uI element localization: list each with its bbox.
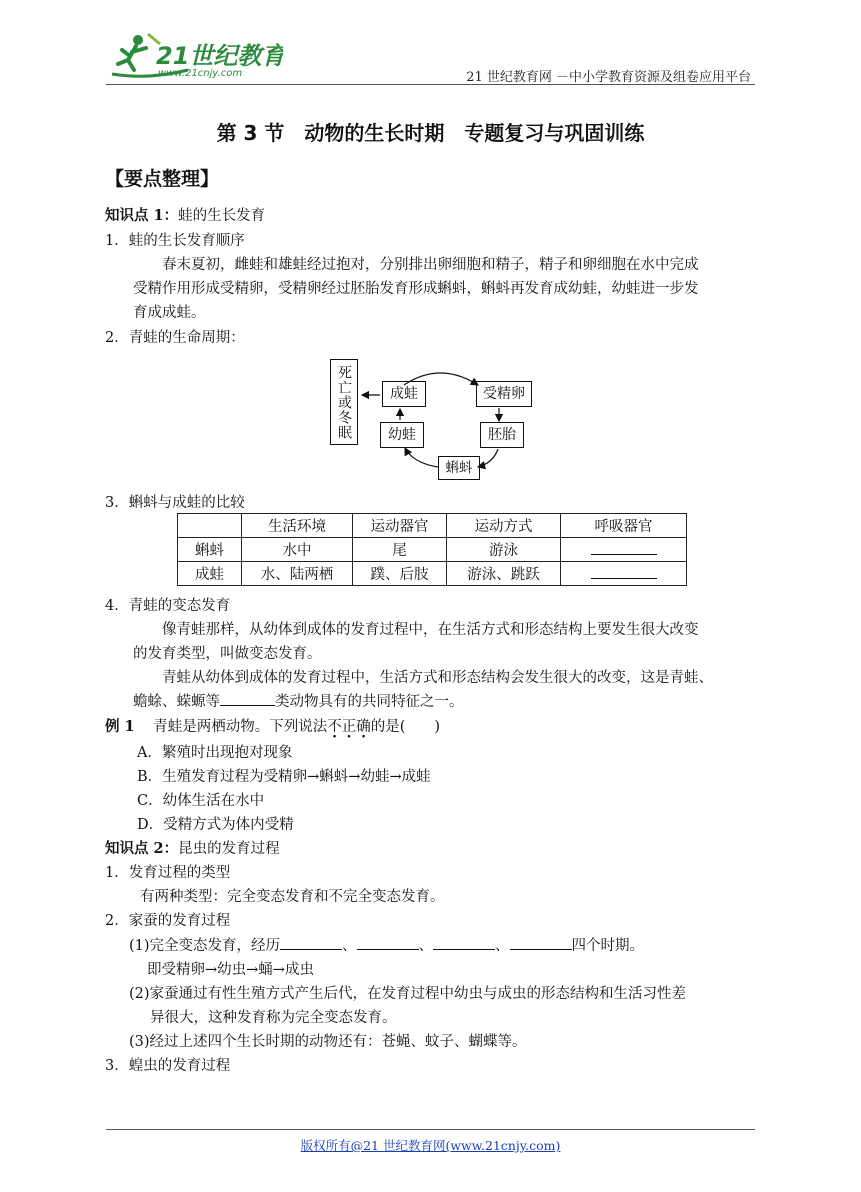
table-cell: 尾 — [353, 538, 447, 562]
table-cell: 水、陆两栖 — [242, 562, 353, 586]
kp2-s1 — [129, 934, 644, 955]
table-cell: 游泳 — [447, 538, 561, 562]
logo-url: www.21cnjy.com — [158, 68, 243, 79]
table-cell: 蝌蚪 — [178, 538, 242, 562]
node-death-or-hibernation: 死亡或冬眠 — [330, 359, 358, 445]
comparison-table — [177, 513, 687, 586]
kp1-text: 蛙的生长发育 — [178, 208, 266, 224]
frog-life-cycle-diagram — [328, 351, 540, 481]
footer-divider — [106, 1129, 755, 1130]
option-d: D．受精方式为体内受精 — [137, 817, 294, 833]
emphasis-char: 不 — [327, 719, 342, 735]
separator: 、 — [342, 938, 357, 954]
example-1-text-b: 的是( ) — [370, 719, 441, 735]
footer-copyright-link[interactable]: 版权所有@21 世纪教育网(www.21cnjy.com) — [300, 1138, 561, 1153]
table-header-cell: 运动器官 — [353, 514, 447, 538]
table-cell-blank — [561, 562, 687, 586]
table-cell-blank — [561, 538, 687, 562]
table-header-cell: 呼吸器官 — [561, 514, 687, 538]
kp2-text: 昆虫的发育过程 — [178, 841, 280, 857]
table-cell: 蹼、后肢 — [353, 562, 447, 586]
section-heading: 【要点整理】 — [105, 168, 220, 190]
table-header-row — [178, 514, 687, 538]
table-row — [178, 562, 687, 586]
item4-p1-line1: 像青蛙那样，从幼体到成体的发育过程中，在生活方式和形态结构上要发生很大改变 — [162, 622, 699, 638]
kp1-label: 知识点 1： — [105, 207, 179, 224]
table-cell: 游泳、跳跃 — [447, 562, 561, 586]
item1-line3: 育成成蛙。 — [133, 305, 206, 321]
option-b: B．生殖发育过程为受精卵→蝌蚪→幼蛙→成蛙 — [137, 769, 431, 785]
item4-p2-line1: 青蛙从幼体到成体的发育过程中，生活方式和形态结构会发生很大的改变，这是青蛙、 — [162, 670, 713, 686]
table-header-cell — [178, 514, 242, 538]
kp2-t1: 有两种类型：完全变态发育和不完全变态发育。 — [140, 889, 445, 905]
node-fertilized-egg: 受精卵 — [476, 381, 532, 407]
option-c: C．幼体生活在水中 — [137, 793, 265, 809]
answer-blank — [357, 935, 419, 950]
table-cell: 水中 — [242, 538, 353, 562]
item4-p2-text-a: 蟾蜍、蝾螈等 — [133, 694, 220, 710]
kp2-h1: 1．发育过程的类型 — [105, 865, 231, 881]
table-row — [178, 538, 687, 562]
separator: 、 — [495, 938, 510, 954]
node-young-frog: 幼蛙 — [380, 422, 424, 448]
answer-blank — [280, 935, 342, 950]
answer-blank — [220, 691, 275, 706]
separator: 、 — [418, 938, 434, 954]
answer-blank — [433, 935, 495, 950]
kp2-s1-line2: 即受精卵→幼虫→蛹→成虫 — [147, 962, 314, 978]
answer-blank — [591, 540, 657, 555]
emphasis-char: 正 — [341, 719, 357, 735]
kp2-s3: (3)经过上述四个生长时期的动物还有：苍蝇、蚊子、蝴蝶等。 — [129, 1034, 527, 1050]
example-1-stem — [105, 715, 440, 736]
s1-text-a: (1)完全变态发育，经历 — [129, 938, 281, 954]
knowledge-point-1 — [105, 204, 265, 225]
header-tagline: 21 世纪教育网 －中小学教育资源及组卷应用平台 — [466, 70, 751, 85]
node-embryo: 胚胎 — [480, 422, 524, 448]
cycle-arrows — [328, 351, 540, 481]
kp2-h2: 2．家蚕的发育过程 — [105, 913, 231, 929]
item1-line1: 春末夏初，雌蛙和雄蛙经过抱对，分别排出卵细胞和精子，精子和卵细胞在水中完成 — [162, 257, 699, 273]
item3-heading: 3．蝌蚪与成蛙的比较 — [105, 495, 245, 511]
item4-p1-line2: 的发育类型，叫做变态发育。 — [133, 646, 322, 662]
item2-heading: 2．青蛙的生命周期： — [105, 330, 245, 346]
kp2-s2-line1: (2)家蚕通过有性生殖方式产生后代，在发育过程中幼虫与成虫的形态结构和生活习性差 — [129, 986, 687, 1002]
item1-line2: 受精作用形成受精卵，受精卵经过胚胎发育形成蝌蚪，蝌蚪再发育成幼蛙，幼蛙进一步发 — [133, 281, 699, 297]
s1-text-b: 四个时期。 — [571, 938, 645, 954]
item4-p2-line2 — [133, 690, 464, 711]
answer-blank — [591, 564, 657, 579]
kp2-s2-line2: 异很大，这种发育称为完全变态发育。 — [150, 1010, 397, 1026]
node-adult-frog: 成蛙 — [382, 381, 426, 407]
logo-text: 21世纪教育 — [156, 42, 283, 70]
example-1-label: 例 1 — [105, 718, 135, 735]
table-cell: 成蛙 — [178, 562, 242, 586]
item4-heading: 4．青蛙的变态发育 — [105, 598, 231, 614]
item4-p2-text-b: 类动物具有的共同特征之一。 — [275, 694, 464, 710]
knowledge-point-2 — [105, 837, 280, 858]
example-1-text-a: 青蛙是两栖动物。下列说法 — [153, 719, 328, 735]
kp2-h3: 3．蝗虫的发育过程 — [105, 1058, 231, 1074]
item1-heading: 1．蛙的生长发育顺序 — [105, 233, 245, 249]
option-a: A．繁殖时出现抱对现象 — [137, 745, 293, 761]
emphasis-char: 确 — [356, 719, 371, 735]
table-header-cell: 生活环境 — [242, 514, 353, 538]
node-tadpole: 蝌蚪 — [438, 456, 480, 480]
site-logo — [108, 30, 283, 82]
page-title: 第 3 节 动物的生长时期 专题复习与巩固训练 — [216, 121, 645, 145]
answer-blank — [510, 935, 572, 950]
header-divider — [106, 84, 755, 85]
runner-logo-icon — [108, 30, 283, 82]
kp2-label: 知识点 2： — [105, 840, 179, 857]
table-header-cell: 运动方式 — [447, 514, 561, 538]
